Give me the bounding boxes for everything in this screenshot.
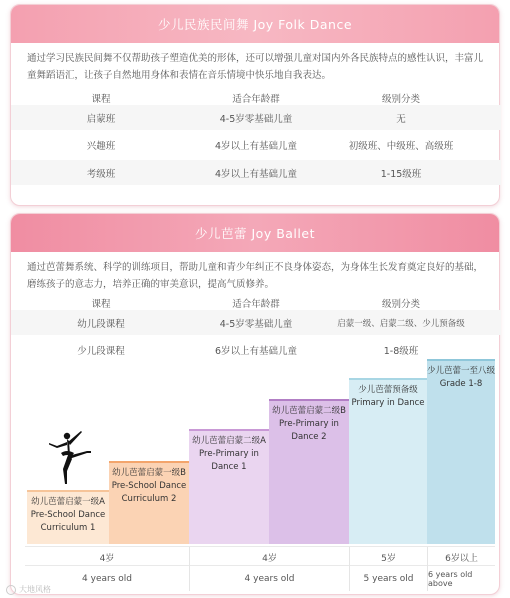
age-cell: 4岁 [99,553,115,564]
step-en-label: Primary in Dance [351,398,425,408]
level-step-1 [27,490,109,544]
cell-age: 4岁以上有基础儿童 [214,168,298,180]
ballerina-silhouette-icon [47,429,93,485]
cell-age: 4-5岁零基础儿童 [219,113,293,125]
table-row [11,310,501,335]
table-row [11,132,501,157]
age-cell: 4 years old [189,567,349,591]
level-step-3 [189,429,269,544]
ballet-title: 少儿芭蕾 Joy Ballet [11,214,499,252]
age-cell: 6 years old above [427,567,495,591]
cell-age: 6岁以上有基础儿童 [214,345,298,357]
step-cn-label: 幼儿芭蕾启蒙二级A [192,436,266,446]
folk-dance-card [10,4,500,206]
watermark [6,584,51,595]
age-cell: 5 years old [349,567,427,591]
age-row-chinese [25,546,495,566]
step-en-label: Pre-School Dance Curriculum 2 [111,481,187,504]
level-step-2 [109,461,189,544]
step-cn-label: 幼儿芭蕾启蒙一级B [112,468,186,478]
cell-course: 考级班 [86,168,116,180]
table-row [11,160,501,185]
level-step-4 [269,399,349,544]
watermark-logo-icon [6,585,16,595]
cell-age: 4岁以上有基础儿童 [214,140,298,152]
level-step-6 [427,359,495,544]
step-en-label: Grade 1-8 [439,379,483,389]
age-cell: 5岁 [349,547,427,567]
table-row [11,105,501,130]
cell-course: 少儿段课程 [77,345,125,357]
col-course: 课程 [91,93,111,105]
age-row-english [25,567,495,591]
step-cn-label: 少儿芭蕾一至八级 [427,366,496,376]
cell-level: 1-15级班 [380,168,422,180]
col-level: 级别分类 [381,298,420,310]
step-en-label: Pre-Primary in Dance 2 [279,419,339,442]
step-cn-label: 幼儿芭蕾启蒙二级B [272,406,346,416]
cell-level: 初级班、中级班、高级班 [348,140,454,152]
cell-course: 幼儿段课程 [77,318,125,330]
age-cell: 4岁 [189,547,349,567]
level-staircase [25,359,495,544]
cell-age: 4-5岁零基础儿童 [219,318,293,330]
step-cn-label: 幼儿芭蕾启蒙一级A [31,497,105,507]
col-age: 适合年龄群 [232,93,280,105]
age-cell: 4 years old [82,574,132,584]
folk-dance-intro: 通过学习民族民间舞不仅帮助孩子塑造优美的形体，还可以增强儿童对国内外各民族特点的感性认识，丰富儿童舞蹈语汇，让孩子自然地用身体和表情在音乐情境中快乐地自我表达。 [27,53,484,81]
step-en-label: Pre-Primary in Dance 1 [199,449,259,472]
folk-dance-title: 少儿民族民间舞 Joy Folk Dance [11,5,499,43]
ballet-intro: 通过芭蕾舞系统、科学的训练项目，帮助儿童和青少年纠正不良身体姿态，为身体生长发育奠定良好的基础，磨练孩子的意志力，培养正确的审美意识，提高气质修养。 [27,262,484,290]
cell-level: 无 [396,113,406,125]
ballet-card [10,213,500,595]
step-en-label: Pre-School Dance Curriculum 1 [30,510,106,533]
cell-level: 1-8级班 [383,345,419,357]
cell-course: 启蒙班 [86,113,116,125]
col-level: 级别分类 [381,93,420,105]
col-age: 适合年龄群 [232,298,280,310]
cell-level: 启蒙一级、启蒙二级、少儿预备级 [337,318,465,329]
step-cn-label: 少儿芭蕾预备级 [358,385,418,395]
level-step-5 [349,378,427,544]
age-cell: 6岁以上 [427,547,495,567]
col-course: 课程 [91,298,111,310]
watermark-text: 大地风格 [19,585,51,594]
cell-course: 兴趣班 [86,140,116,152]
